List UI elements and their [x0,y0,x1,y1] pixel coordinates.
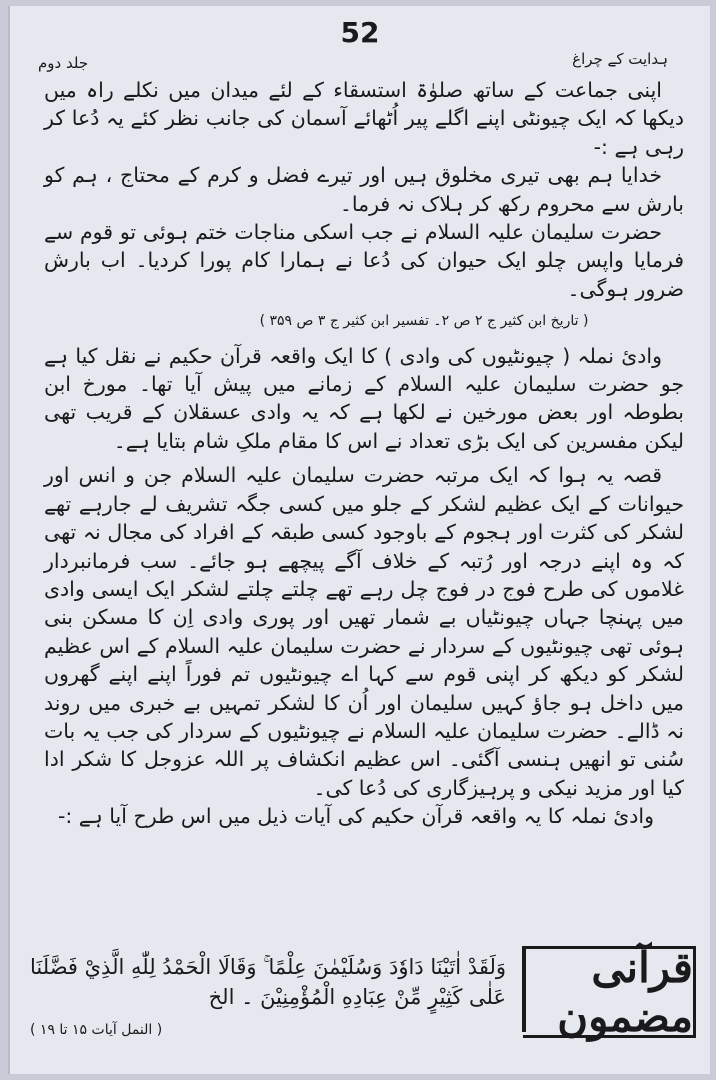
book-page [8,6,710,1074]
quran-title-box [523,943,696,1041]
running-head-volume: جلد دوم [38,54,89,72]
paragraph: اپنی جماعت کے ساتھ صلوٰۃ استسقاء کے لئے میدان میں نکلے راہ میں دیکھا کہ ایک چیونٹی اپنے اگلے پیر اُٹھائے آسمان کی جانب نظر کئے یہ دُعا کر رہی ہے :- [44,78,684,159]
divider [522,946,526,1032]
paragraph: حضرت سلیمان علیہ السلام نے جب اسکی مناجات ختم ہوئی تو قوم سے فرمایا واپس چلو ایک حیوان کی دُعا نے ہمارا کام پورا کردیا۔ اب بارش ضرور ہوگی۔ [44,220,684,301]
verse-reference: ( النمل آیات ۱۵ تا ۱۹ ) [30,1022,163,1038]
paragraph-intro-verse: وادیٔ نملہ کا یہ واقعہ قرآن حکیم کی آیات ذیل میں اس طرح آیا ہے :- [57,804,654,829]
page-number: 52 [340,16,380,49]
body-text [44,76,684,831]
paragraph: وادیٔ نملہ ( چیونٹیوں کی وادی ) کا ایک واقعہ قرآن حکیم نے نقل کیا ہے جو حضرت سلیمان علیہ السلام کے زمانے میں پیش آیا تھا۔ مورخ ابن بطوطہ اور بعض مورخین نے لکھا ہے کہ یہ وادی عسقلان کے قریب تھی لیکن مفسرین کی ایک بڑی تعداد نے اس کا مقام ملکِ شام بتایا ہے۔ [44,343,684,453]
running-head-book-title: ہدایت کے چراغ [572,50,668,68]
quran-section [24,943,696,1058]
prayer-quote: خدایا ہم بھی تیری مخلوق ہیں اور تیرے فضل و کرم کے محتاج ، ہم کو بارش سے محروم رکھ کر ہلاک نہ فرما۔ [44,163,684,216]
quran-title: قرآنی مضمون [557,943,693,1041]
citation: ( تاریخ ابن کثیر ج ۲ ص ۲۔ تفسیر ابن کثیر ج ۳ ص ۳۵۹ ) [259,313,589,330]
paragraph: قصہ یہ ہوا کہ ایک مرتبہ حضرت سلیمان علیہ السلام جن و انس اور حیوانات کے ایک عظیم لشکر کے جلو میں کسی جگہ تشریف لے جارہے تھے لشکر کی کثرت اور ہجوم کے باوجود کسی طبقہ کے افراد کی مجال نہ تھی کہ وہ اپنے درجہ اور رُتبہ کے خلاف آگے پیچھے ہو جائے۔ سب فرمانبردار غلاموں کی طرح فوج در فوج چل رہے تھے چلتے چلتے لشکر ایک ایسی وادی میں پہنچا جہاں چیونٹیاں بے شمار تھیں اور پوری وادی اِن کا مسکن بنی ہوئی تھی چیونٹیوں کے سردار نے حضرت سلیمان علیہ السلام کے اس عظیم لشکر کو دیکھ کر اپنی قوم سے کہا اے چیونٹیوں تم فوراً اپنے اپنے گھروں میں داخل ہو جاؤ کہیں سلیمان اور اُن کا لشکر تمہیں بے خبری میں روند نہ ڈالے۔ حضرت سلیمان علیہ السلام نے چیونٹیوں کے سردار کی جب یہ بات سُنی تو انھیں ہنسی آگئی۔ اس عظیم انکشاف پر اللہ عزوجل کا شکر ادا کیا اور مزید نیکی و پرہیزگاری کی دُعا کی۔ [44,463,684,800]
quran-verse: وَلَقَدْ اٰتَيْنَا دَاوٗدَ وَسُلَيْمٰنَ عِلْمًا ۚ وَقَالَا الْحَمْدُ لِلّٰهِ الَّذِيْ فَضَّلَنَا عَلٰى كَثِيْرٍ مِّنْ عِبَادِهِ الْمُؤْمِنِيْنَ ۔ الخ [30,955,506,1009]
